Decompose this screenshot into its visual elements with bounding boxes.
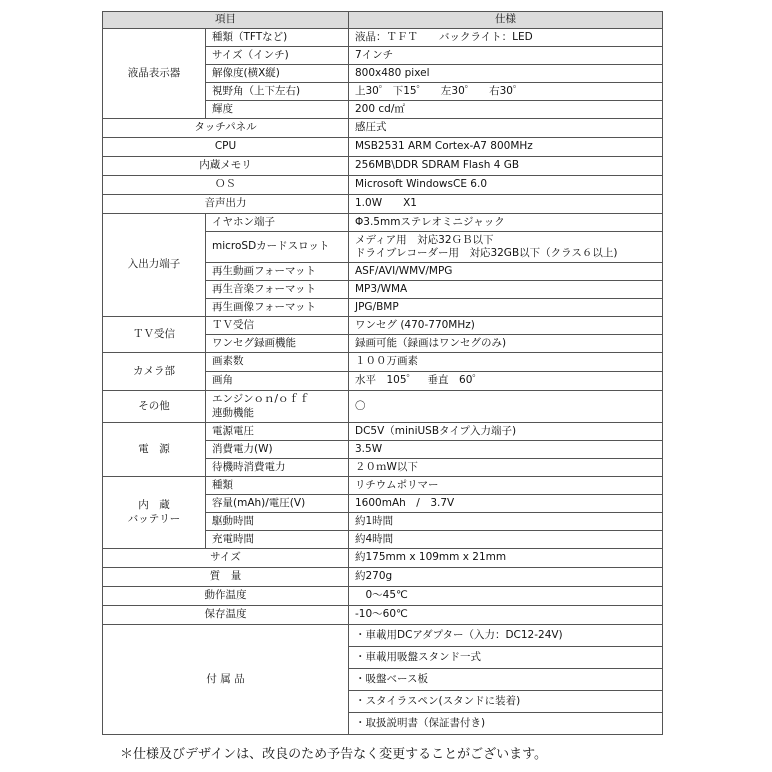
row-key: 質 量 xyxy=(103,568,349,587)
row-value: Microsoft WindowsCE 6.0 xyxy=(349,176,663,195)
row-value: ASF/AVI/WMV/MPG xyxy=(349,263,663,281)
header-item: 項目 xyxy=(103,12,349,29)
row-value: 録画可能（録画はワンセグのみ) xyxy=(349,335,663,353)
table-row xyxy=(103,176,663,195)
row-key: 内蔵メモリ xyxy=(103,157,349,176)
row-value xyxy=(349,232,663,263)
table-row xyxy=(103,317,663,335)
row-key: 音声出力 xyxy=(103,195,349,214)
row-key: タッチパネル xyxy=(103,119,349,138)
row-key xyxy=(206,391,349,423)
row-key: ワンセグ録画機能 xyxy=(206,335,349,353)
table-row xyxy=(103,119,663,138)
table-row xyxy=(103,353,663,372)
row-value: 約175mm x 109mm x 21mm xyxy=(349,549,663,568)
category-display: 液晶表示器 xyxy=(103,29,206,119)
row-key: 種類 xyxy=(206,477,349,495)
row-value: MP3/WMA xyxy=(349,281,663,299)
category-battery xyxy=(103,477,206,549)
row-value: 800x480 pixel xyxy=(349,65,663,83)
row-value: -10～60℃ xyxy=(349,606,663,625)
row-value: ワンセグ (470-770MHz) xyxy=(349,317,663,335)
table-row xyxy=(103,606,663,625)
row-key: 充電時間 xyxy=(206,531,349,549)
header-row xyxy=(103,12,663,29)
accessory-item: ・車載用吸盤スタンド一式 xyxy=(349,647,663,669)
row-key: 再生画像フォーマット xyxy=(206,299,349,317)
table-row xyxy=(103,625,663,647)
row-value: 水平 105゜ 垂直 60゜ xyxy=(349,372,663,391)
table-row xyxy=(103,568,663,587)
row-key: ＴＶ受信 xyxy=(206,317,349,335)
category-camera: カメラ部 xyxy=(103,353,206,391)
row-value: １００万画素 xyxy=(349,353,663,372)
header-spec: 仕様 xyxy=(349,12,663,29)
row-key: 待機時消費電力 xyxy=(206,459,349,477)
row-key: 電源電圧 xyxy=(206,423,349,441)
category-accessories: 付 属 品 xyxy=(103,625,349,735)
table-row xyxy=(103,157,663,176)
category-other: その他 xyxy=(103,391,206,423)
row-key: 解像度(横X縦) xyxy=(206,65,349,83)
row-key: CPU xyxy=(103,138,349,157)
row-key: 種類（TFTなど) xyxy=(206,29,349,47)
row-key: 保存温度 xyxy=(103,606,349,625)
accessory-item: ・車載用DCアダプター（入力：DC12-24V) xyxy=(349,625,663,647)
row-value: MSB2531 ARM Cortex-A7 800MHz xyxy=(349,138,663,157)
row-key: サイズ（インチ) xyxy=(206,47,349,65)
table-row xyxy=(103,138,663,157)
row-value: Φ3.5mmステレオミニジャック xyxy=(349,214,663,232)
row-key-line: 連動機能 xyxy=(212,406,254,419)
row-value: 256MB\DDR SDRAM Flash 4 GB xyxy=(349,157,663,176)
table-row xyxy=(103,587,663,606)
accessory-item: ・取扱説明書（保証書付き) xyxy=(349,713,663,735)
table-row xyxy=(103,549,663,568)
table-row xyxy=(103,391,663,423)
row-key: 画素数 xyxy=(206,353,349,372)
row-value: 約1時間 xyxy=(349,513,663,531)
row-value: 7インチ xyxy=(349,47,663,65)
row-key-line: エンジンｏｎ/ｏｆｆ xyxy=(212,393,310,406)
row-key: 駆動時間 xyxy=(206,513,349,531)
row-value: 0～45℃ xyxy=(349,587,663,606)
row-key: 輝度 xyxy=(206,101,349,119)
row-value: 1600mAh / 3.7V xyxy=(349,495,663,513)
row-key: 動作温度 xyxy=(103,587,349,606)
table-row xyxy=(103,195,663,214)
row-key: 容量(mAh)/電圧(V) xyxy=(206,495,349,513)
row-value: 3.5W xyxy=(349,441,663,459)
row-key: 画角 xyxy=(206,372,349,391)
category-io: 入出力端子 xyxy=(103,214,206,317)
table-row xyxy=(103,423,663,441)
disclaimer-note: ＊仕様及びデザインは、改良のため予告なく変更することがございます。 xyxy=(120,747,548,762)
row-key: 再生動画フォーマット xyxy=(206,263,349,281)
accessory-item: ・吸盤ベース板 xyxy=(349,669,663,691)
spec-table xyxy=(102,11,663,735)
category-line: バッテリー xyxy=(127,512,181,525)
row-key: 消費電力(W) xyxy=(206,441,349,459)
row-value-line: ドライブレコーダー用 対応32GB以下（クラス６以上) xyxy=(355,247,618,259)
row-key: イヤホン端子 xyxy=(206,214,349,232)
category-power: 電 源 xyxy=(103,423,206,477)
row-value: 約4時間 xyxy=(349,531,663,549)
row-key: サイズ xyxy=(103,549,349,568)
row-value-line: メディア用 対応32ＧＢ以下 xyxy=(355,233,494,246)
row-value: ２０ｍW以下 xyxy=(349,459,663,477)
row-value: 〇 xyxy=(349,391,663,423)
row-value: 上30゜ 下15゜ 左30゜ 右30゜ xyxy=(349,83,663,101)
row-key: 再生音楽フォーマット xyxy=(206,281,349,299)
category-tv: ＴＶ受信 xyxy=(103,317,206,353)
row-value: リチウムポリマー xyxy=(349,477,663,495)
row-value: JPG/BMP xyxy=(349,299,663,317)
table-row xyxy=(103,29,663,47)
row-value: 感圧式 xyxy=(349,119,663,138)
row-key: ＯＳ xyxy=(103,176,349,195)
row-value: 約270g xyxy=(349,568,663,587)
row-value: DC5V（miniUSBタイプ入力端子) xyxy=(349,423,663,441)
table-row xyxy=(103,214,663,232)
row-key: 視野角（上下左右) xyxy=(206,83,349,101)
row-value: 200 cd/㎡ xyxy=(349,101,663,119)
row-key: microSDカードスロット xyxy=(206,232,349,263)
accessory-item: ・スタイラスペン(スタンドに装着) xyxy=(349,691,663,713)
table-row xyxy=(103,477,663,495)
category-line: 内 蔵 xyxy=(138,499,170,512)
row-value: 1.0W X1 xyxy=(349,195,663,214)
row-value: 液晶：ＴＦＴ バックライト：LED xyxy=(349,29,663,47)
